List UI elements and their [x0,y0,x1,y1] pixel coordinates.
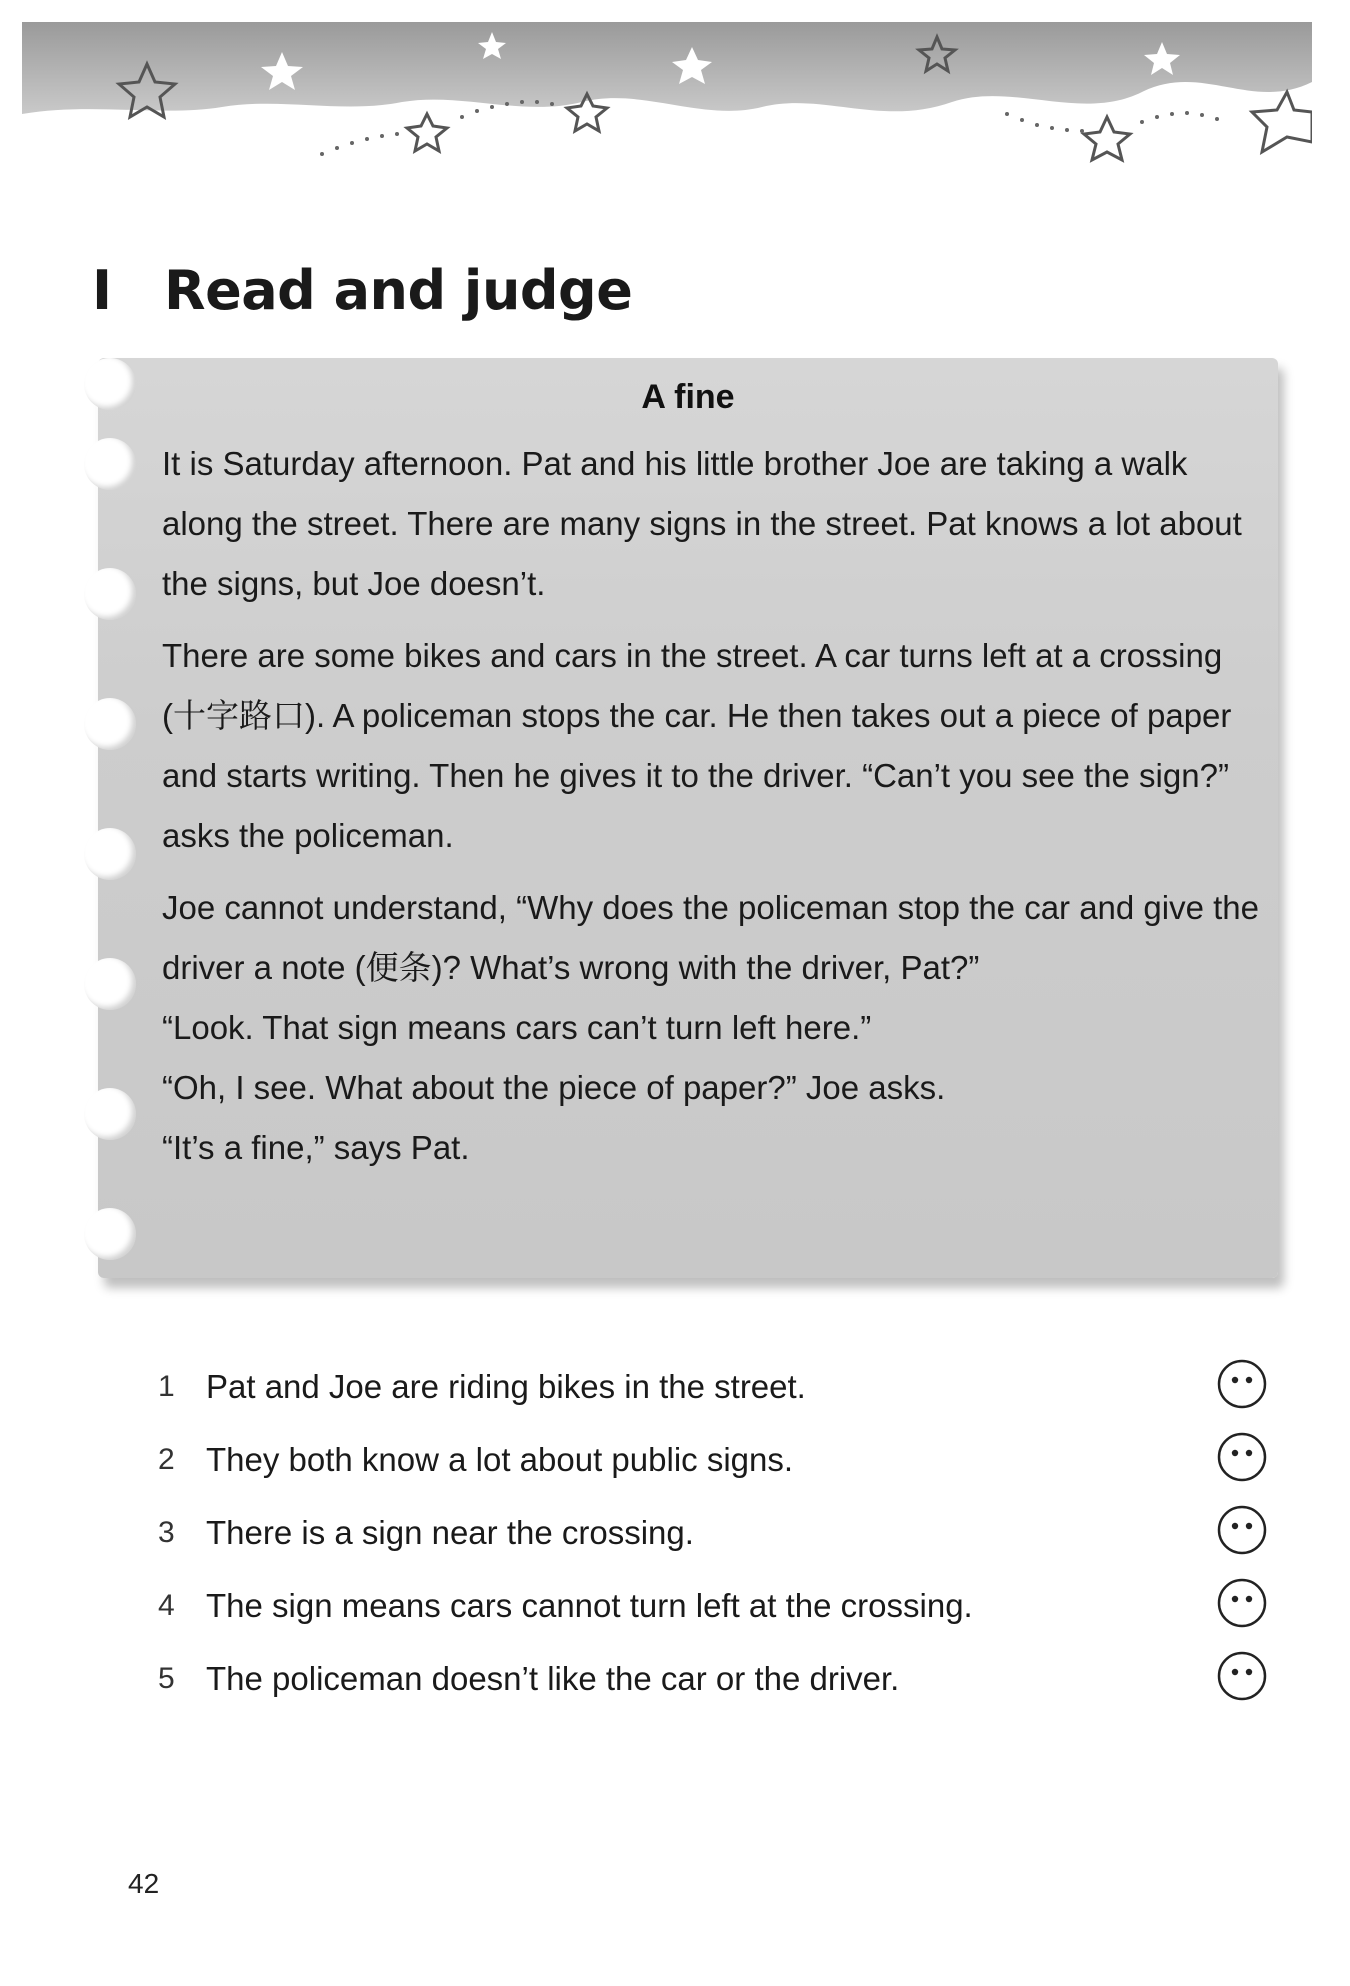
blank-face-icon[interactable] [1216,1577,1268,1629]
question-text: They both know a lot about public signs. [206,1440,794,1478]
blank-face-icon[interactable] [1216,1431,1268,1483]
question-row [158,1423,1268,1496]
question-number: 4 [158,1588,175,1622]
story-body [162,434,1262,1178]
question-row [158,1642,1268,1715]
question-text: Pat and Joe are riding bikes in the street. [206,1367,806,1405]
star-banner-decoration [22,22,1312,172]
story-title: A fine [641,378,735,416]
question-row [158,1496,1268,1569]
binder-hole-icon [84,568,136,620]
binder-hole-icon [84,1088,136,1140]
binder-hole-icon [84,1208,136,1260]
story-paragraph: There are some bikes and cars in the street. A car turns left at a crossing (十字路口). A policeman stops the car. He then takes out a piece of paper and starts writing. Then he gives it to the driver. “Can’t you see the sign?” asks the policeman. [162,637,1232,854]
story-paragraph: “Oh, I see. What about the piece of paper?” Joe asks. [162,1069,946,1106]
question-number: 2 [158,1442,175,1476]
question-number: 5 [158,1661,175,1695]
question-text: The policeman doesn’t like the car or the driver. [206,1659,900,1697]
question-row [158,1350,1268,1423]
section-heading [92,255,632,325]
blank-face-icon[interactable] [1216,1358,1268,1410]
section-number: I [92,258,113,322]
story-paragraph: “It’s a fine,” says Pat. [162,1129,470,1166]
star-banner-icon [22,22,1312,172]
story-paragraph: It is Saturday afternoon. Pat and his little brother Joe are taking a walk along the street. There are many signs in the street. Pat knows a lot about the signs, but Joe doesn’t. [162,445,1242,602]
blank-face-icon[interactable] [1216,1650,1268,1702]
judge-questions [158,1350,1268,1715]
question-number: 3 [158,1515,175,1549]
question-number: 1 [158,1369,175,1403]
binder-holes [84,358,144,1278]
binder-hole-icon [84,438,136,490]
question-text: There is a sign near the crossing. [206,1513,694,1551]
page-number: 42 [128,1868,160,1899]
question-text: The sign means cars cannot turn left at the crossing. [206,1586,973,1624]
binder-hole-icon [84,828,136,880]
binder-hole-icon [84,698,136,750]
section-title: Read and judge [164,258,633,322]
blank-face-icon[interactable] [1216,1504,1268,1556]
story-card [98,358,1278,1278]
binder-hole-icon [84,958,136,1010]
question-row [158,1569,1268,1642]
story-paragraph: “Look. That sign means cars can’t turn left here.” [162,1009,872,1046]
story-paragraph: Joe cannot understand, “Why does the policeman stop the car and give the driver a note (便条)? What’s wrong with the driver, Pat?” [162,889,1260,986]
